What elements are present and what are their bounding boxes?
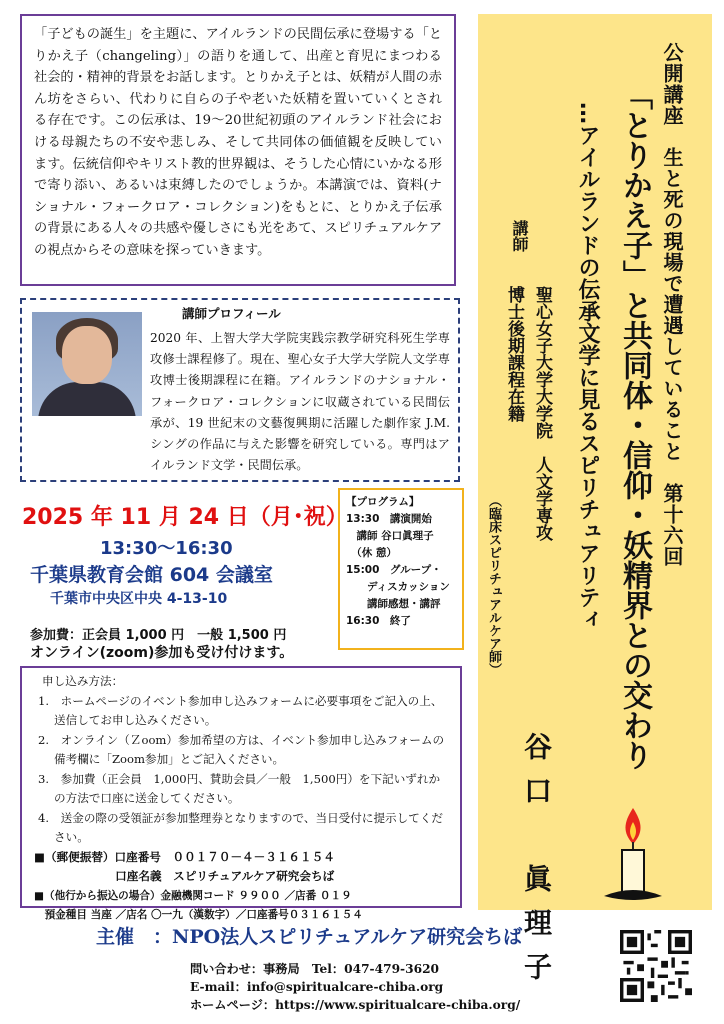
postal-account-number: ■（郵便振替）口座番号 ００１７０－４－３１６１５４ [34,849,335,864]
application-step: 4. 送金の際の受領証が参加整理券となりますので、当日受付に提示してください。 [38,810,444,844]
program-line: 13:30 講演開始 [346,513,432,525]
event-date: 2025 年 11 月 24 日（月･祝） [22,505,348,530]
speaker-name: 谷口 眞理子 [520,732,553,996]
profile-box [20,298,460,482]
intro-text: 「子どもの誕生」を主題に、アイルランドの民間伝承に登場する「とりかえ子（changeling）」の語りを通して、出産と育児にまつわる社会的・精神的背景をお話します。とりかえ子とは、妖精が人間の赤ん坊をさらい、代わりに自らの子や老いた妖精を置いていくとされる存在です。この伝承は、19～20世紀初頭のアイルランド社会における母親たちの不安や悲しみ、そして共同体の価値観を反映しています。伝統信仰やキリスト教的世界観は、そうした心情にいかなる形で寄り添い、あるいは束縛したのでしょうか。本講演では、資料(ナショナル・フォークロア・コレクション)をもとに、とりかえ子伝承の背景にある人々の共感や優しさにも光をあて、スピリチュアルケアの視点からその意味を探っていきます。 [34,27,442,258]
contact-phone: 問い合わせ：事務局 Tel：047-479-3620 [190,962,440,976]
program-line: 15:00 グループ・ [346,564,442,576]
program-line: 講師 谷口眞理子 [346,530,434,542]
program-line: 講師感想・講評 [346,598,441,610]
intro-box [20,14,456,286]
main-title: 「とりかえ子」と共同体・信仰・妖精界との交わり [617,80,652,770]
candle-icon [598,804,668,904]
event-address: 千葉市中央区中央 4-13-10 [50,591,228,607]
application-step: 2. オンライン（Ｚoom）参加希望の方は、イベント参加申し込みフォームの備考欄に「Zoom参加」とご記入ください。 [38,732,445,766]
event-fee: 参加費：正会員 1,000 円 一般 1,500 円 [30,628,287,643]
lecturer-photo [32,312,142,416]
profile-title: 講師プロフィール [182,306,281,321]
application-heading: 申し込み方法： [42,674,124,688]
lecturer-course: 博士後期課程在籍 [504,286,524,422]
application-step: 1. ホームページのイベント参加申し込みフォームに必要事項をご記入の上、送信してお申し込みください。 [38,693,443,727]
qr-code-icon[interactable] [620,930,692,1002]
profile-text: 2020 年、上智大学大学院実践宗教学研究科死生学専攻修士課程修了。現在、聖心女子大学大学院人文学専攻博士後期課程に在籍。アイルランドのナショナル・フォークロア・コレクションに収蔵されている民間伝承が、19 世紀末の文藝復興期に活躍した劇作家 J.M.シングの作品に与えた影響を研究している。専門はアイルランド文学・民間伝承。 [150,331,450,473]
application-step: 3. 参加費（正会員 1,000円、賛助会員／一般 1,500円）を下記いずれかの方法で口座に送金してください。 [38,771,441,805]
lecturer-qualification: （臨床スピリチュアルケア師） [486,494,501,676]
contact-homepage[interactable]: ホームページ：https://www.spiritualcare-chiba.org/ [190,998,521,1012]
postal-account-name: 口座名義 スピリチュアルケア研究会ちば [34,869,335,883]
lecturer-label: 講師 [510,220,529,252]
bank-transfer-info: ■（他行から振込の場合）金融機関コード ９９００ ／店番 ０１９ [34,889,352,902]
series-title: 公開講座 生と死の現場で遭遇していること 第十六回 [660,42,684,567]
program-line: （休 憩） [346,547,397,559]
contact-email[interactable]: E-mail：info@spiritualcare-chiba.org [190,980,444,994]
program-line: 16:30 終了 [346,615,411,627]
program-box [338,488,464,650]
application-box [20,666,462,921]
subtitle: …アイルランドの伝承文学に見るスピリチュアリティ [575,102,600,630]
lecturer-affiliation: 聖心女子大学大学院 人文学専攻 [532,286,552,541]
title-panel [478,14,712,996]
program-line: ディスカッション [346,581,450,593]
organizer: 主催 ：NPO法人スピリチュアルケア研究会ちば [96,926,523,948]
event-online: オンライン(zoom)参加も受け付けます。 [30,645,294,661]
contact-block [190,960,520,1014]
program-title: 【プログラム】 [346,496,420,508]
event-time: 13:30～16:30 [100,538,233,559]
event-venue: 千葉県教育会館 604 会議室 [30,564,273,586]
bank-account-info: 預金種目 当座 ／店名 〇一九（漢数字）／口座番号０３１６１５４ [34,909,363,921]
